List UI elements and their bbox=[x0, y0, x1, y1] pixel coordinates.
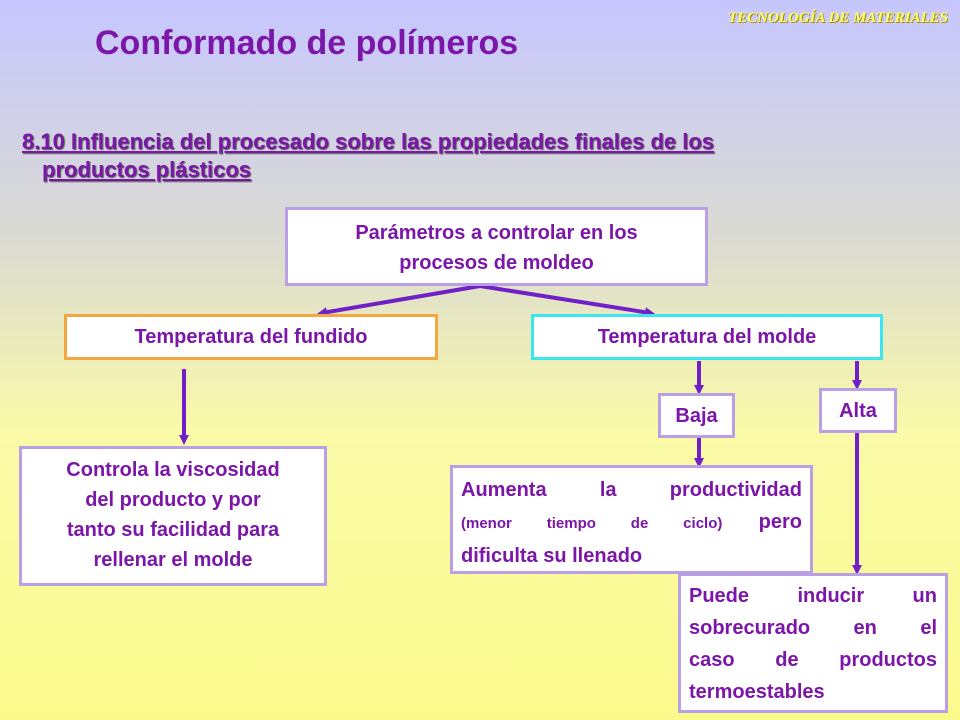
low-effect-line2-rest: pero bbox=[758, 511, 802, 533]
low-box: Baja bbox=[658, 393, 735, 438]
root-parameters-box bbox=[285, 207, 708, 286]
high-effect-line2: sobrecurado en el bbox=[689, 617, 937, 639]
root-line1: Parámetros a controlar en los bbox=[355, 222, 638, 244]
viscosity-line1: Controla la viscosidad bbox=[66, 459, 280, 481]
course-label: TECNOLOGÍA DE MATERIALES bbox=[727, 10, 948, 26]
high-effect-box bbox=[678, 573, 948, 713]
high-box: Alta bbox=[819, 388, 897, 433]
melt-temperature-box: Temperatura del fundido bbox=[64, 314, 438, 360]
root-line2: procesos de moldeo bbox=[399, 252, 594, 274]
section-heading-line2: productos plásticos bbox=[42, 157, 252, 182]
low-effect-box bbox=[450, 465, 813, 574]
arrow-root-to-melt bbox=[322, 286, 480, 313]
low-effect-line3: dificulta su llenado bbox=[461, 545, 643, 567]
section-heading-line1: 8.10 Influencia del procesado sobre las propiedades finales de los bbox=[22, 129, 715, 154]
viscosity-box bbox=[19, 446, 327, 586]
viscosity-line2: del producto y por bbox=[85, 489, 261, 511]
low-effect-line2 bbox=[461, 506, 802, 540]
high-effect-line1: Puede inducir un bbox=[689, 585, 937, 607]
high-effect-line3: caso de productos bbox=[689, 649, 937, 671]
mold-temperature-box: Temperatura del molde bbox=[531, 314, 883, 360]
low-effect-cycle-note: (menor tiempo de ciclo) bbox=[461, 515, 723, 532]
high-effect-line4: termoestables bbox=[689, 681, 825, 703]
viscosity-line4: rellenar el molde bbox=[93, 549, 253, 571]
arrow-root-to-mold bbox=[480, 286, 650, 313]
page-title: Conformado de polímeros bbox=[95, 24, 519, 62]
low-effect-line1: Aumenta la productividad bbox=[461, 479, 802, 501]
viscosity-line3: tanto su facilidad para bbox=[66, 519, 280, 541]
